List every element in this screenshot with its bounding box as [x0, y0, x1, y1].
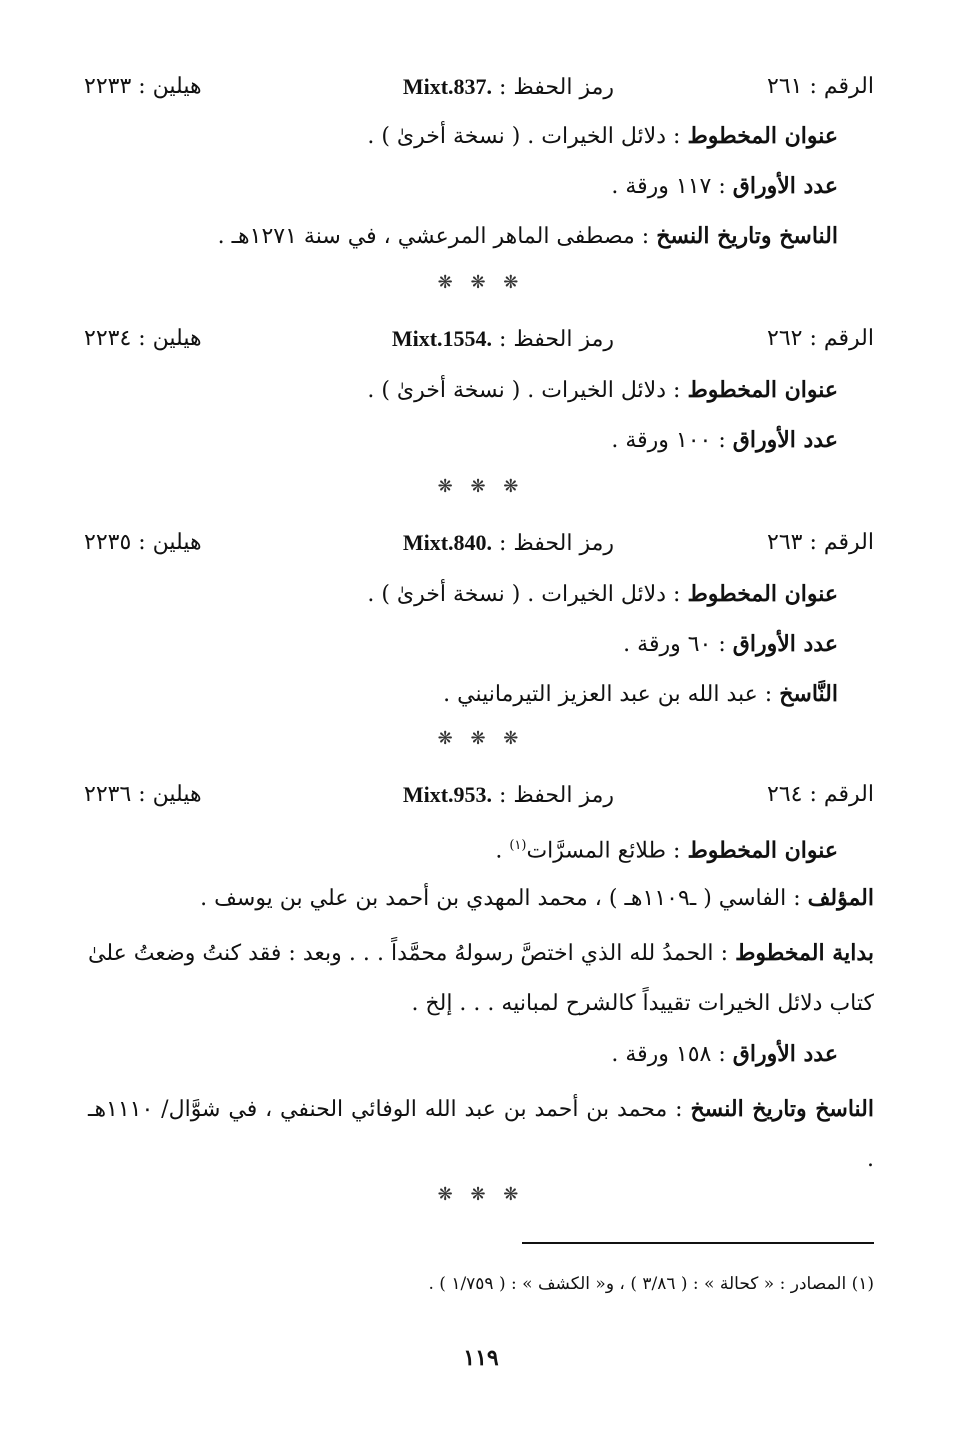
separator: ❋ ❋ ❋ [437, 728, 525, 749]
title-line [88, 120, 838, 153]
title-value: : دلائل الخيرات . ( نسخة أخرىٰ ) . [367, 124, 688, 149]
helin-number: هيلين : ٢٢٣٥ [84, 530, 202, 555]
separator: ❋ ❋ ❋ [437, 476, 525, 497]
copyist-value: : مصطفى الماهر المرعشي ، في سنة ١٢٧١هـ . [217, 224, 657, 249]
shelf-code: Mixt.1554. [391, 326, 493, 351]
helin-number: هيلين : ٢٢٣٦ [84, 782, 202, 807]
shelf-label: رمز الحفظ : [499, 783, 614, 808]
copyist-line [88, 678, 838, 711]
copyist-line [88, 220, 838, 253]
entry-header [84, 322, 874, 356]
footnote: (١) المصادر : « كحالة » : ( ٣/٨٦ ) ، و« الكشف » : ( ١/٧٥٩ ) . [428, 1274, 874, 1294]
title-label: عنوان المخطوط [687, 123, 838, 149]
leaves-line [88, 170, 838, 203]
shelf-mark [392, 322, 614, 357]
title-line [88, 578, 838, 611]
entry-header [84, 526, 874, 560]
title-line [88, 830, 838, 867]
leaves-value: : ١٠٠ ورقة . [611, 428, 733, 453]
copyist-label: النَّاسخ [779, 681, 838, 707]
copyist-value: : عبد الله بن عبد العزيز التيرمانيني . [443, 682, 780, 707]
helin-number: هيلين : ٢٢٣٤ [84, 326, 202, 351]
beginning-paragraph [88, 928, 874, 1029]
entry-number: الرقم : ٢٦١ [767, 74, 874, 99]
shelf-code: Mixt.840. [402, 530, 493, 555]
leaves-line [88, 1038, 838, 1071]
leaves-value: : ١٥٨ ورقة . [611, 1042, 733, 1067]
beginning-label: بداية المخطوط [735, 940, 874, 966]
shelf-mark [403, 70, 614, 105]
leaves-label: عدد الأوراق [732, 427, 838, 453]
beginning-value: : الحمدُ لله الذي اختصَّ رسولهُ محمَّداً . . . وبعد : فقد كنتُ وضعتُ علىٰ كتاب دلائل الخيرات تقييداً كالشرح لمبانيه . . . إلخ . [88, 941, 874, 1016]
helin-number: هيلين : ٢٢٣٣ [84, 74, 202, 99]
copyist-label: الناسخ وتاريخ النسخ [656, 223, 838, 249]
leaves-value: : ١١٧ ورقة . [611, 174, 733, 199]
shelf-mark [403, 526, 614, 561]
page-number: ١١٩ [463, 1345, 499, 1371]
title-label: عنوان المخطوط [687, 581, 838, 607]
entry-number: الرقم : ٢٦٤ [767, 782, 874, 807]
copyist-paragraph [88, 1084, 874, 1185]
leaves-label: عدد الأوراق [732, 1041, 838, 1067]
copyist-label: الناسخ وتاريخ النسخ [690, 1096, 874, 1122]
title-value: : دلائل الخيرات . ( نسخة أخرىٰ ) . [367, 378, 688, 403]
leaves-value: : ٦٠ ورقة . [623, 632, 733, 657]
title-label: عنوان المخطوط [687, 377, 838, 403]
shelf-label: رمز الحفظ : [499, 531, 614, 556]
title-line [88, 374, 838, 407]
copyist-value: : محمد بن أحمد بن عبد الله الوفائي الحنفي ، في شوَّال/ ١١١٠هـ . [88, 1097, 874, 1172]
author-value: : الفاسي ( ـ١١٠٩هـ ) ، محمد المهدي بن أحمد بن علي بن يوسف . [200, 886, 808, 911]
author-line [88, 882, 874, 915]
leaves-line [88, 424, 838, 457]
title-end: . [495, 838, 510, 864]
leaves-line [88, 628, 838, 661]
separator: ❋ ❋ ❋ [437, 1184, 525, 1205]
shelf-mark [403, 778, 614, 813]
separator: ❋ ❋ ❋ [437, 272, 525, 293]
shelf-code: Mixt.953. [402, 782, 493, 807]
title-value: : طلائع المسرَّات [526, 838, 688, 864]
leaves-label: عدد الأوراق [732, 631, 838, 657]
footnote-marker: (١) [509, 838, 527, 853]
entry-header [84, 70, 874, 104]
shelf-label: رمز الحفظ : [499, 327, 614, 352]
entry-header [84, 778, 874, 812]
entry-number: الرقم : ٢٦٣ [767, 530, 874, 555]
shelf-code: Mixt.837. [402, 74, 493, 99]
leaves-label: عدد الأوراق [732, 173, 838, 199]
footnote-rule [522, 1242, 874, 1244]
title-value: : دلائل الخيرات . ( نسخة أخرىٰ ) . [367, 582, 688, 607]
shelf-label: رمز الحفظ : [499, 75, 614, 100]
title-label: عنوان المخطوط [687, 837, 838, 864]
entry-number: الرقم : ٢٦٢ [767, 326, 874, 351]
author-label: المؤلف [807, 885, 874, 911]
